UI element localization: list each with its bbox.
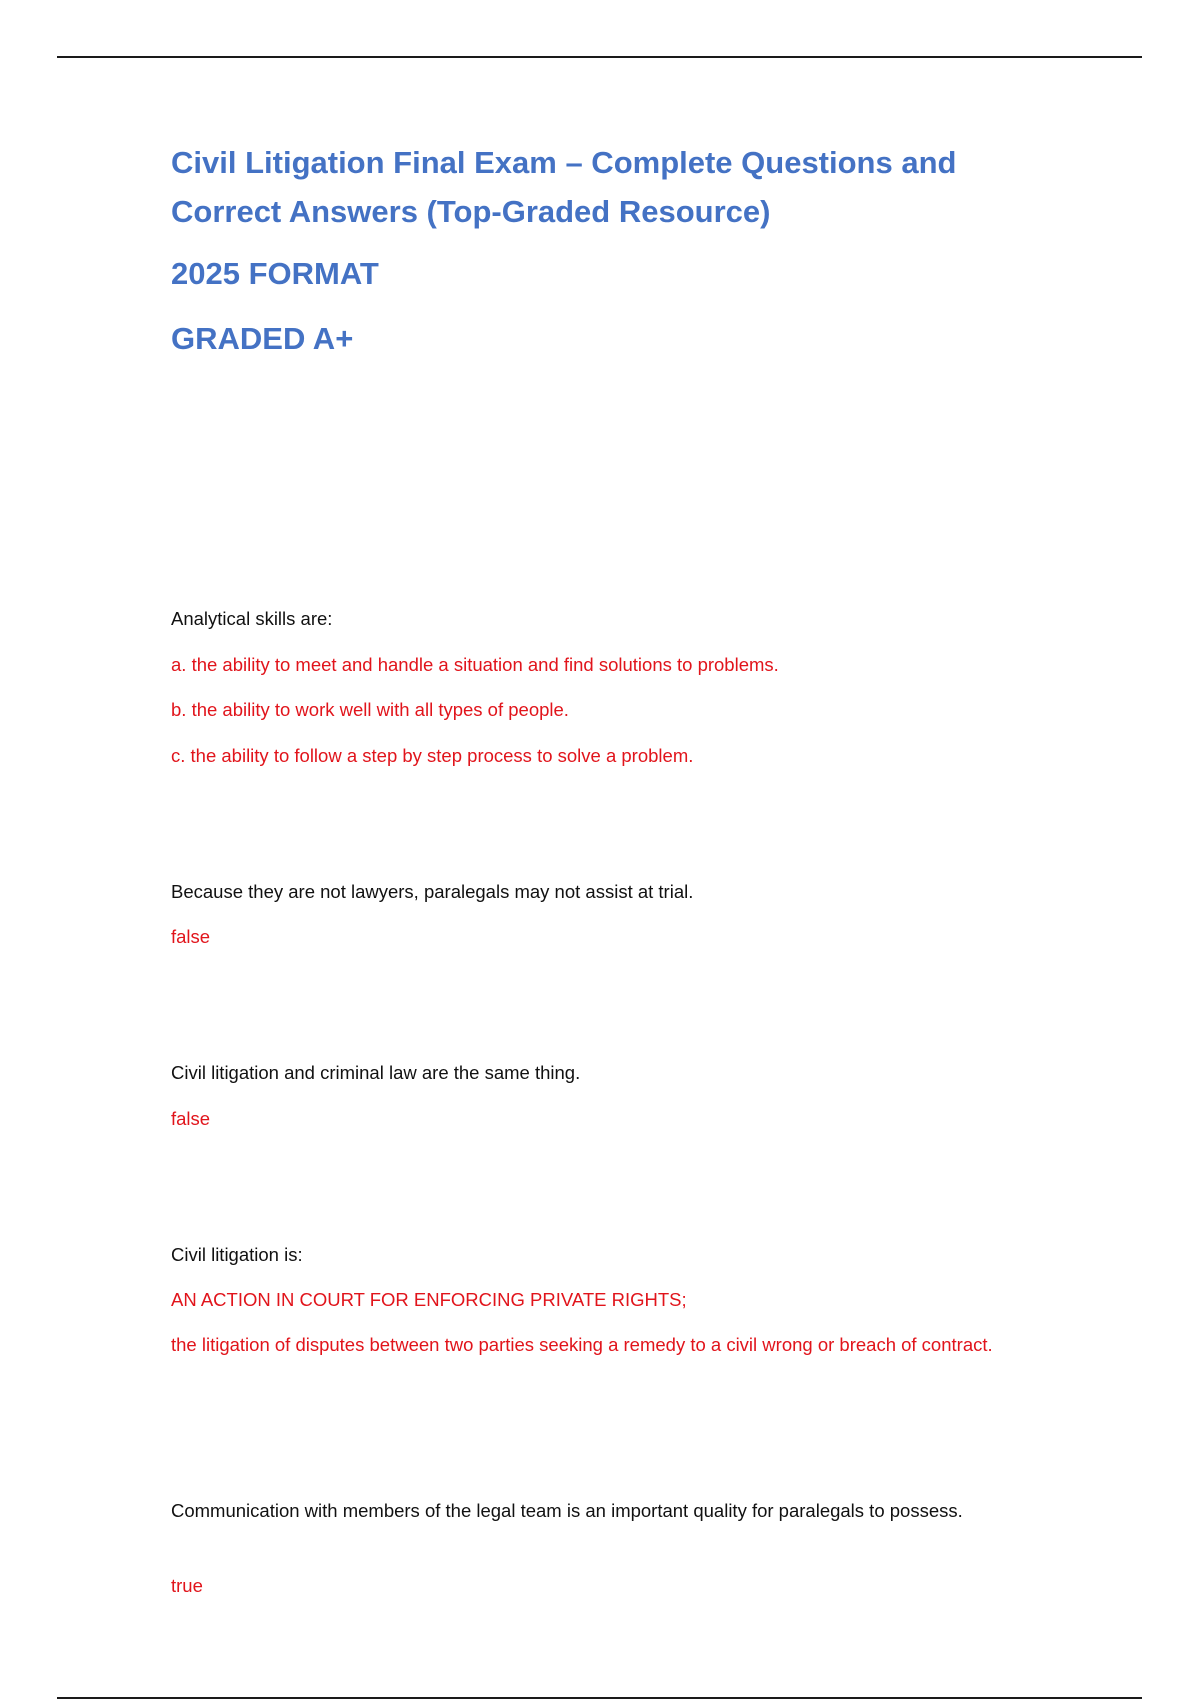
question-3: Civil litigation and criminal law are the same thing. [171, 1062, 581, 1083]
bottom-rule [57, 1697, 1142, 1699]
answer-1b: b. the ability to work well with all types of people. [171, 699, 569, 720]
document-title: Civil Litigation Final Exam – Complete Questions and Correct Answers (Top-Graded Resource) [171, 145, 957, 229]
question-1: Analytical skills are: [171, 608, 333, 629]
answer-5: true [171, 1575, 203, 1596]
top-rule [57, 56, 1142, 58]
question-4: Civil litigation is: [171, 1244, 303, 1265]
answer-1c: c. the ability to follow a step by step process to solve a problem. [171, 745, 694, 766]
answer-2: false [171, 926, 211, 947]
answer-1a: a. the ability to meet and handle a situation and find solutions to problems. [171, 654, 779, 675]
question-2: Because they are not lawyers, paralegals may not assist at trial. [171, 881, 694, 902]
format-line: 2025 FORMAT [171, 256, 379, 291]
grade-line: GRADED A+ [171, 321, 354, 356]
answer-3: false [171, 1108, 211, 1129]
answer-4a: AN ACTION IN COURT FOR ENFORCING PRIVATE RIGHTS; [171, 1289, 687, 1310]
question-5: Communication with members of the legal team is an important quality for paralegals to possess. [171, 1500, 963, 1521]
answer-4b: the litigation of disputes between two parties seeking a remedy to a civil wrong or breach of contract. [171, 1334, 993, 1355]
